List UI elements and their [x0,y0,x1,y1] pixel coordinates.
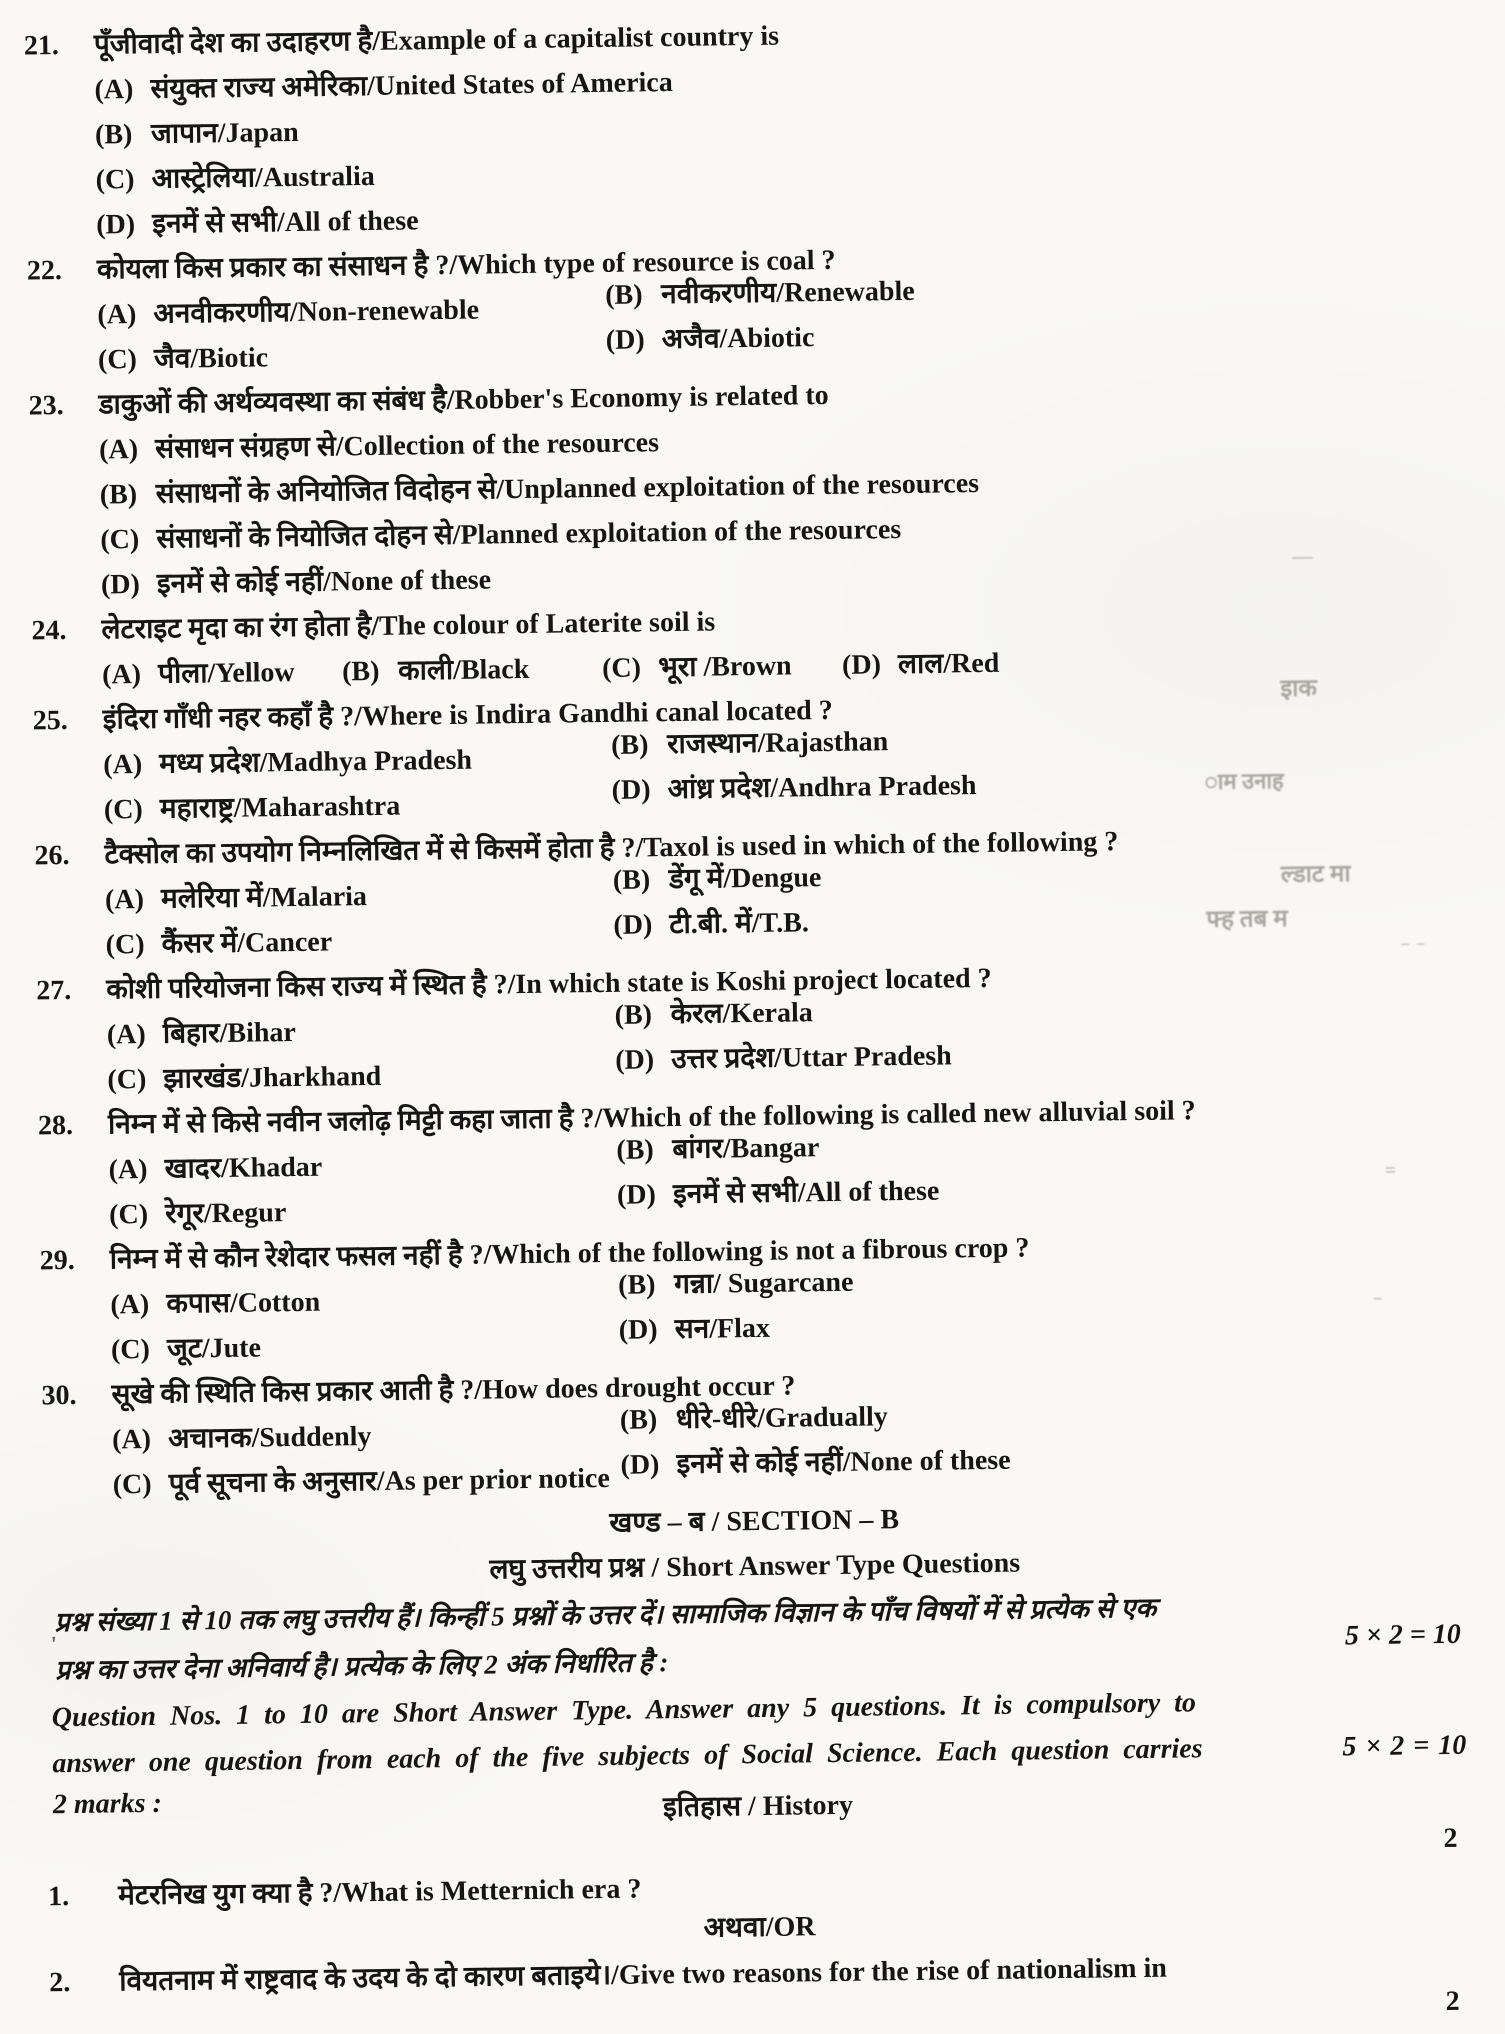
option-item [104,781,613,833]
option-label: (B) [614,999,653,1031]
or-separator: अथवा/OR [703,1911,816,1944]
question-text: निम्न में से किसे नवीन जलोढ़ मिट्टी कहा जाता है ?/Which of the following is called new alluvial soil ? [107,1095,1196,1141]
question-2-marks: 2 [1445,1985,1460,2018]
instructions-hindi-line1: प्रश्न संख्या 1 से 10 तक लघु उत्तरीय हैं। किन्हीं 5 प्रश्नों के उत्तर दें। सामाजिक विज्ञान के पाँच विषयों में से प्रत्येक से एक [54,1592,1157,1638]
option-label: (B) [619,1404,658,1436]
section-b-subheader: लघु उत्तरीय प्रश्न / Short Answer Type Questions [489,1547,1021,1586]
question-number: 29. [39,1244,75,1277]
option-text: मध्य प्रदेश/Madhya Pradesh [159,744,473,780]
option-item [109,1186,618,1238]
option-text: टी.बी. में/T.B. [669,907,810,941]
marks-scheme-hindi: 5 × 2 = 10 [1344,1618,1462,1652]
option-item [842,641,1000,688]
option-item [105,871,614,923]
question-text: लेटराइट मृदा का रंग होता है/The colour of Laterite soil is [101,606,716,646]
option-label: (A) [101,658,142,691]
option-item [110,1276,619,1328]
question-number: 28. [37,1109,74,1142]
instructions-english-line3: 2 marks : [52,1787,163,1821]
option-text: अचानक/Suddenly [167,1421,372,1455]
option-text: काली/Black [397,653,530,687]
option-label: (D) [618,1314,658,1346]
options-list [110,1265,1467,1373]
question-23 [24,365,1457,609]
option-item [107,1006,616,1058]
scan-smudge-3: ल्डाट मा [1280,861,1351,889]
option-label: (D) [615,1044,655,1076]
question-1-marks: 2 [1443,1822,1458,1855]
option-label: (B) [341,655,380,688]
question-text: वियतनाम में राष्ट्रवाद के उदय के दो कारण बताइये।/Give two reasons for the rise of nationalism in [119,1952,1168,1998]
option-text: संसाधन संग्रहण से/Collection of the resources [154,427,660,465]
option-text: बिहार/Bihar [162,1016,297,1050]
question-29 [35,1220,1467,1374]
option-text: उत्तर प्रदेश/Uttar Pradesh [671,1040,952,1076]
option-text: पीला/Yellow [157,656,295,690]
scan-mark-dash-3: ⁻ [1372,1291,1384,1314]
option-text: अनवीकरणीय/Non-renewable [153,294,480,330]
scan-smudge-underline: ＿ [1292,538,1313,561]
option-text: संसाधनों के नियोजित दोहन से/Planned exploitation of the resources [156,514,902,555]
option-item [342,646,603,694]
scan-smudge-2: ाम उनाह [1204,768,1284,795]
option-label: (A) [103,748,143,781]
option-item [102,649,343,697]
option-text: राजस्थान/Rajasthan [666,726,889,761]
option-label: (B) [612,864,651,896]
option-label: (A) [106,1018,146,1051]
scan-smudge-4: फ्ह तब म [1206,906,1288,934]
option-item [97,286,606,338]
option-label: (A) [111,1423,152,1456]
option-label: (C) [103,793,143,826]
question-number: 25. [32,704,68,737]
option-text: इनमें से सभी/All of these [672,1175,940,1211]
option-text: संयुक्त राज्य अमेरिका/United States of America [150,66,673,105]
option-text: इनमें से कोई नहीं/None of these [676,1444,1011,1481]
option-text: महाराष्ट्र/Maharashtra [159,790,401,825]
question-number: 2. [49,1967,71,1999]
marks-scheme-english: 5 × 2 = 10 [1342,1729,1467,1763]
option-label: (D) [841,649,882,681]
option-label: (C) [105,928,145,961]
option-label: (D) [613,909,653,941]
option-item [98,331,607,383]
options-list [99,410,1457,608]
option-label: (A) [98,434,139,466]
option-text: भूरा /Brown [657,650,792,684]
option-text: जापान/Japan [150,116,299,150]
option-text: जूट/Jute [166,1332,262,1365]
option-label: (D) [620,1449,660,1481]
option-text: इनमें से कोई नहीं/None of these [156,564,492,600]
option-label: (A) [110,1288,150,1321]
options-list [108,1130,1465,1238]
option-text: गन्ना/ Sugarcane [673,1266,854,1301]
option-text: सन/Flax [674,1312,771,1346]
option-label: (D) [616,1179,657,1211]
option-text: मलेरिया में/Malaria [160,881,368,915]
option-text: झारखंड/Jharkhand [163,1060,382,1095]
instructions-hindi-line2: प्रश्न का उत्तर देना अनिवार्य है। प्रत्येक के लिए 2 अंक निर्धारित है : [54,1647,669,1686]
option-text: बांगर/Bangar [672,1132,820,1166]
question-27 [32,950,1464,1104]
question-22 [23,230,1455,384]
option-text: आंध्र प्रदेश/Andhra Pradesh [667,770,977,806]
question-number: 1. [47,1881,70,1913]
option-label: (D) [96,209,136,241]
option-label: (B) [617,1269,656,1301]
option-text: अजैव/Abiotic [661,322,815,356]
option-label: (C) [97,344,138,376]
question-number: 23. [28,389,64,422]
option-label: (A) [94,74,134,106]
question-text: कोयला किस प्रकार का संसाधन है ?/Which type of resource is coal ? [96,244,836,286]
option-item [107,1051,616,1103]
question-text: इंदिरा गाँधी नहर कहाँ है ?/Where is Indira Gandhi canal located ? [102,694,833,736]
question-number: 21. [23,30,60,62]
option-label: (B) [616,1134,654,1166]
option-item [602,643,843,691]
question-number: 22. [26,254,63,287]
question-text: सूखे की स्थिति किस प्रकार आती है ?/How does drought occur ? [111,1370,796,1411]
option-label: (A) [97,299,137,331]
option-label: (A) [108,1153,148,1186]
option-label: (C) [110,1333,151,1366]
question-text: पूँजीवादी देश का उदाहरण है/Example of a capitalist country is [93,20,780,61]
question-number: 26. [34,839,70,872]
option-item [103,736,612,788]
option-text: पूर्व सूचना के अनुसार/As per prior notice [168,1462,610,1500]
option-text: जैव/Biotic [153,342,269,375]
option-label: (D) [605,324,645,356]
question-26 [30,815,1462,969]
option-text: लाल/Red [897,647,1000,681]
scan-smudge-1: इाक [1280,675,1318,703]
question-28 [34,1085,1466,1239]
section-b-header: खण्ड – ब / SECTION – B [609,1504,900,1539]
option-text: कपास/Cotton [166,1286,321,1320]
options-list [107,995,1464,1103]
option-label: (B) [99,479,138,511]
option-text: आस्ट्रेलिया/Australia [151,160,375,195]
option-label: (C) [95,164,135,196]
option-label: (B) [610,729,649,761]
question-30 [37,1355,1469,1509]
option-item [108,1141,617,1193]
option-text: धीरे-धीरे/Gradually [675,1401,888,1436]
history-section-header: इतिहास / History [662,1789,854,1824]
option-text: रेगूर/Regur [164,1197,287,1230]
question-text: डाकुओं की अर्थव्यवस्था का संबंध है/Robber's Economy is related to [98,379,829,421]
option-text: कैंसर में/Cancer [161,926,333,960]
question-25 [28,680,1460,834]
option-label: (C) [108,1198,149,1231]
options-list [94,50,1452,248]
option-label: (D) [611,774,651,806]
option-item [112,1456,621,1508]
option-text: डेंगू में/Dengue [668,862,822,896]
option-text: केरल/Kerala [670,997,813,1031]
instructions-english-line1: Question Nos. 1 to 10 are Short Answer Type. Answer any 5 questions. It is compulsory to [51,1687,1197,1734]
options-list [97,275,1454,383]
question-21 [20,5,1453,249]
instructions-english-line2: answer one question from each of the five subjects of Social Science. Each question carries [52,1733,1203,1780]
option-item [112,1411,621,1463]
option-label: (A) [104,883,145,916]
option-label: (B) [605,279,643,311]
option-text: संसाधनों के अनियोजित विदोहन से/Unplanned exploitation of the resources [155,468,980,510]
question-number: 30. [41,1379,77,1412]
question-text: कोशी परियोजना किस राज्य में स्थित है ?/In which state is Koshi project located ? [106,962,992,1006]
question-text: निम्न में से कौन रेशेदार फसल नहीं है ?/Which of the following is not a fibrous crop ? [109,1232,1030,1276]
option-text: इनमें से सभी/All of these [152,205,419,240]
question-number: 27. [36,974,72,1007]
option-label: (C) [107,1063,147,1096]
option-label: (C) [112,1468,152,1501]
scan-mark-dash-2: = [1384,1159,1397,1182]
scan-mark-tick: ' [50,1631,58,1657]
option-label: (C) [601,652,642,684]
question-text: मेटरनिख युग क्या है ?/What is Metternich era ? [117,1873,642,1912]
option-label: (D) [100,569,141,601]
option-item [111,1321,620,1373]
option-text: नवीकरणीय/Renewable [660,275,915,311]
question-number: 24. [31,614,67,647]
option-label: (B) [94,119,133,151]
options-list [112,1400,1469,1508]
question-text: टैक्सोल का उपयोग निम्नलिखित में से किसमें होता है ?/Taxol is used in which of the following ? [104,826,1119,871]
scan-mark-dash-1: ⁻ ⁻ [1399,937,1427,960]
option-label: (C) [100,524,140,556]
option-item [105,916,614,968]
option-text: खादर/Khadar [164,1151,323,1185]
